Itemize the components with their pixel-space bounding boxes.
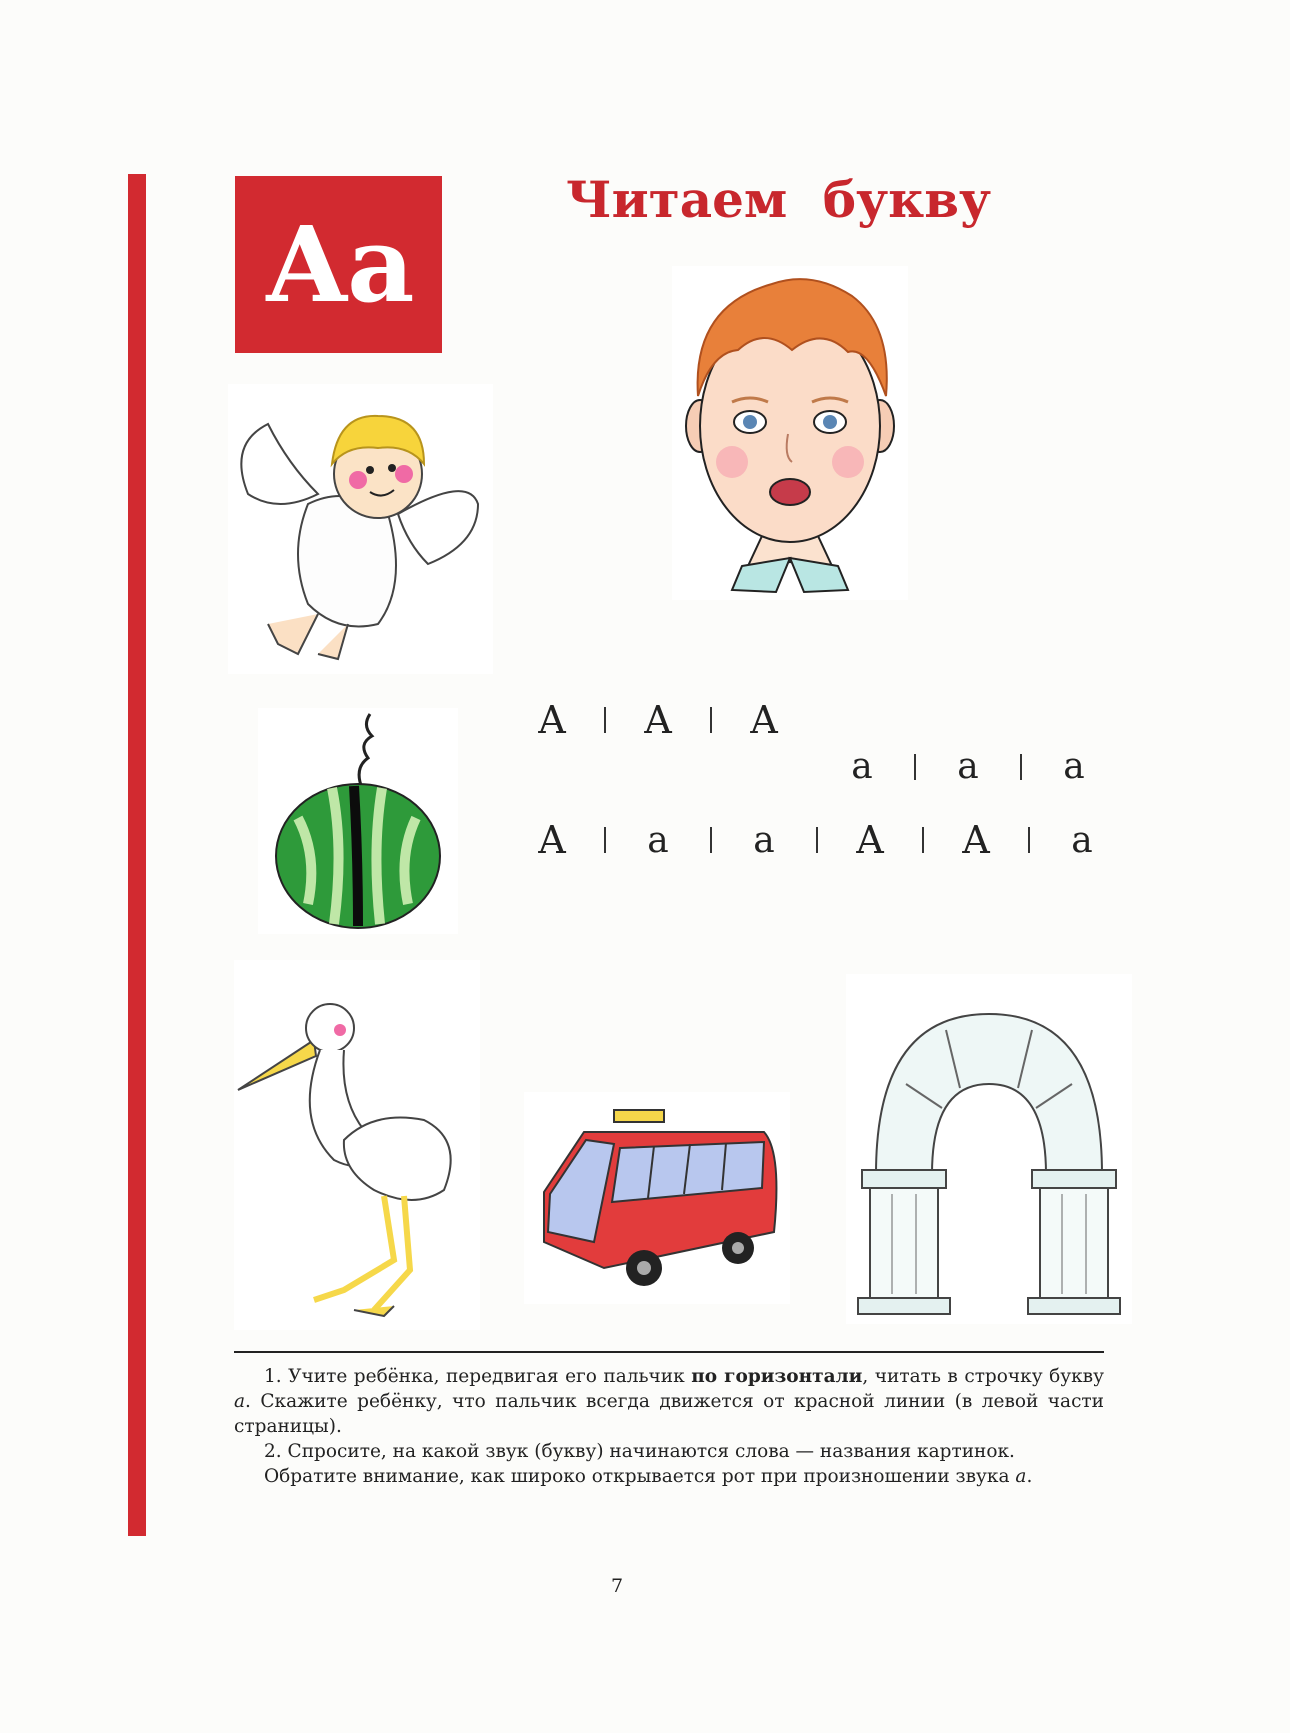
instruction-text: . Скажите ребёнку, что пальчик всегда движется от красной линии (в левой части страницы). xyxy=(234,1391,1104,1437)
letter-separator xyxy=(914,754,916,780)
instruction-letter: а xyxy=(234,1391,246,1412)
letter-cell: а xyxy=(1071,819,1093,861)
letter-cell: а xyxy=(753,819,775,861)
angel-illustration xyxy=(228,384,493,674)
letter-cell: А xyxy=(643,698,673,742)
page-number: 7 xyxy=(610,1575,624,1597)
instruction-text: Спросите, на какой звук (букву) начинаются слова — названия картинок. xyxy=(287,1441,1015,1462)
instructions xyxy=(234,1364,1104,1489)
letter-separator xyxy=(710,707,712,733)
letter-cell: А xyxy=(537,698,567,742)
letter-separator xyxy=(922,827,924,853)
letter-cell: А xyxy=(749,698,779,742)
letter-row-1 xyxy=(514,698,802,742)
page-title: Читаем букву xyxy=(566,170,991,229)
instruction-paragraph-1 xyxy=(234,1364,1104,1439)
letter-cell: А xyxy=(855,818,885,862)
instruction-number: 2. xyxy=(264,1441,282,1462)
letter-row-3 xyxy=(514,818,1120,862)
letter-badge-text: Аа xyxy=(264,202,413,326)
red-margin-line xyxy=(128,174,146,1536)
letter-cell: а xyxy=(1063,746,1085,787)
letter-separator xyxy=(604,827,606,853)
letter-badge xyxy=(235,176,442,353)
instruction-paragraph-2 xyxy=(234,1439,1104,1464)
letter-cell: А xyxy=(961,818,991,862)
instructions-divider xyxy=(234,1351,1104,1353)
instruction-letter: а xyxy=(1015,1466,1027,1487)
arch-illustration xyxy=(846,974,1132,1324)
stork-illustration xyxy=(234,960,480,1330)
letter-separator xyxy=(604,707,606,733)
instruction-text: Обратите внимание, как широко открывается рот при произношении звука xyxy=(264,1466,1010,1487)
instruction-number: 1. xyxy=(264,1366,282,1387)
letter-cell: а xyxy=(851,746,873,787)
instruction-text: . xyxy=(1026,1466,1033,1487)
instruction-emphasis: по горизонтали xyxy=(691,1366,863,1387)
instruction-text: , читать в строчку букву xyxy=(862,1366,1104,1387)
letter-separator xyxy=(1020,754,1022,780)
letter-cell: а xyxy=(647,819,669,861)
letter-separator xyxy=(1028,827,1030,853)
watermelon-illustration xyxy=(258,708,458,934)
letter-row-2 xyxy=(824,746,1112,787)
instruction-paragraph-3 xyxy=(234,1464,1104,1489)
letter-cell: А xyxy=(537,818,567,862)
bus-illustration xyxy=(524,1092,790,1304)
letter-separator xyxy=(816,827,818,853)
instruction-text: Учите ребёнка, передвигая его пальчик xyxy=(288,1366,685,1387)
letter-cell: а xyxy=(957,746,979,787)
letter-separator xyxy=(710,827,712,853)
boy-face-illustration xyxy=(672,266,908,600)
